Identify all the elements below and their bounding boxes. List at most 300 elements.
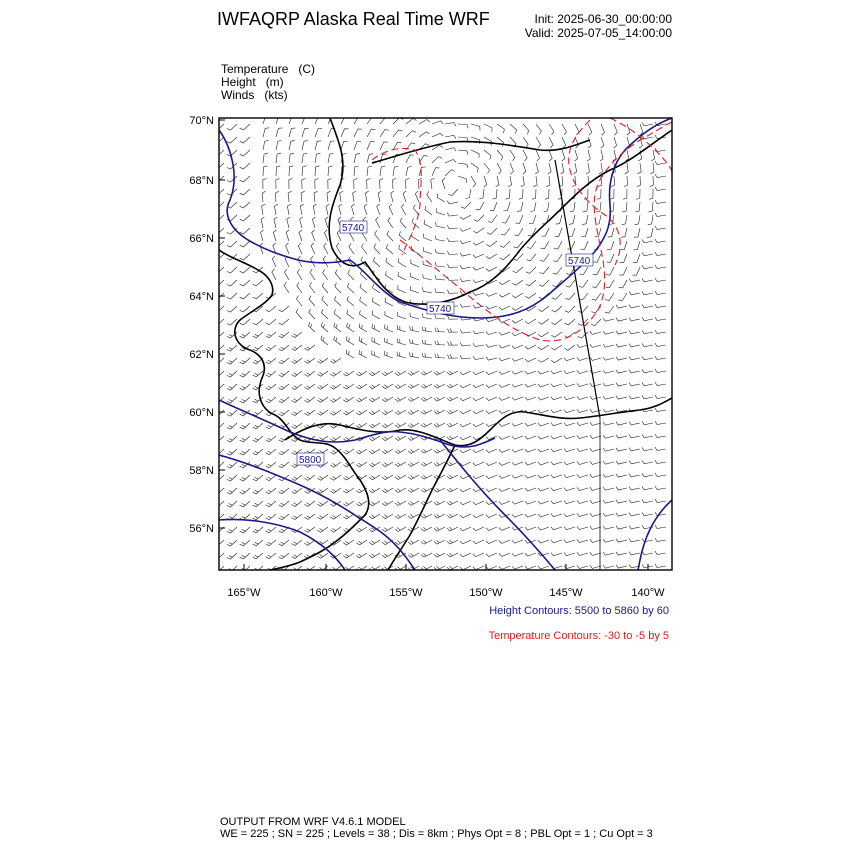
wind-barb [525, 423, 536, 426]
wind-barb [523, 137, 528, 148]
wind-barb [655, 447, 666, 450]
wind-barb [460, 553, 471, 557]
wind-barb [335, 296, 342, 306]
wind-barb [512, 462, 523, 465]
wind-barb [500, 254, 511, 260]
wind-barb [629, 344, 640, 347]
wind-barb [227, 449, 237, 455]
wind-barb [642, 291, 653, 294]
wind-barb [593, 254, 601, 262]
wind-barb [253, 475, 263, 481]
wind-barb [586, 163, 589, 174]
wind-barb [347, 310, 354, 319]
wind-barb [486, 488, 497, 492]
wind-barb [593, 267, 601, 275]
wind-barb [655, 226, 666, 229]
wind-barb [386, 258, 393, 267]
wind-barb [408, 384, 419, 388]
wind-barb [253, 280, 263, 286]
wind-barb [304, 371, 315, 376]
wind-barb [526, 280, 536, 286]
wind-barb [298, 243, 302, 254]
wind-barb [655, 395, 666, 398]
wind-barb [538, 462, 549, 465]
wind-barb [592, 293, 601, 300]
wind-barb [473, 514, 484, 518]
wind-barb [590, 500, 601, 503]
wind-barb [408, 540, 419, 544]
wind-barb [486, 254, 497, 259]
wind-barb [655, 356, 666, 359]
wind-barb [330, 488, 341, 493]
wind-barb [406, 118, 417, 124]
wind-barb [574, 150, 577, 161]
wind-barb [603, 357, 614, 360]
wind-barb [279, 449, 290, 455]
wind-barb [369, 462, 380, 467]
wind-barb [385, 338, 393, 345]
wind-barb [261, 217, 264, 228]
wind-barb [304, 358, 315, 363]
wind-barb [648, 202, 653, 212]
wind-barb [642, 278, 653, 281]
wind-barb [315, 179, 319, 190]
wind-barb [600, 150, 603, 161]
wind-barb [422, 327, 432, 332]
wind-barb [393, 178, 397, 189]
wind-barb [372, 337, 380, 345]
wind-barb [460, 304, 471, 308]
wind-barb [347, 283, 354, 293]
wind-barb [447, 475, 458, 479]
wind-barb [424, 234, 432, 241]
wind-barb [629, 448, 640, 451]
wind-barb [289, 179, 293, 190]
wind-barb [562, 150, 565, 161]
wind-barb [548, 163, 551, 174]
wind-barb [484, 137, 492, 146]
wind-barb [266, 527, 276, 533]
wind-barb [328, 179, 332, 190]
wind-barb [266, 384, 276, 390]
wind-barb [648, 215, 653, 225]
wind-barb [525, 332, 536, 336]
wind-barb [304, 345, 315, 350]
wind-barb [302, 153, 307, 163]
wind-barb [642, 265, 653, 268]
wind-barb [655, 161, 666, 164]
wind-barb [616, 435, 627, 438]
wind-barb [227, 475, 237, 481]
wind-barb [227, 163, 237, 169]
wind-barb [356, 423, 367, 428]
wind-barb [473, 449, 484, 453]
wind-barb [448, 329, 459, 333]
wind-barb [315, 116, 323, 124]
lat-label: 62°N [189, 349, 214, 361]
wind-barb [486, 540, 497, 544]
wind-barb [360, 284, 367, 294]
wind-barb [317, 475, 328, 480]
wind-barb [460, 397, 471, 401]
wind-barb [493, 189, 498, 199]
wind-barb [460, 215, 471, 219]
wind-barb [240, 332, 250, 338]
wind-barb [512, 488, 523, 491]
wind-barb [406, 131, 416, 137]
wind-barb [458, 163, 468, 168]
wind-barb [279, 410, 290, 416]
wind-barb [421, 527, 432, 531]
wind-barb [525, 449, 536, 452]
wind-barb [356, 527, 367, 532]
model-footer [220, 816, 653, 840]
wind-barb [603, 513, 614, 516]
wind-barb [655, 408, 666, 411]
wind-barb [579, 293, 589, 300]
lat-label: 60°N [189, 407, 214, 419]
wind-barb [564, 527, 575, 530]
wind-barb [386, 244, 393, 254]
wind-barb [499, 462, 510, 465]
wind-barb [240, 163, 250, 169]
wind-barb [227, 540, 237, 546]
wind-barb [240, 371, 250, 377]
wind-barb [569, 215, 575, 224]
wind-barb [369, 488, 380, 493]
wind-barb [427, 191, 432, 202]
wind-barb [340, 191, 344, 202]
wind-barb [397, 338, 406, 345]
wind-barb [564, 462, 575, 465]
lat-label: 56°N [189, 523, 214, 535]
wind-barb [564, 540, 575, 543]
wind-barb [551, 332, 562, 337]
wind-barb [512, 423, 523, 426]
wind-barb [655, 460, 666, 463]
wind-barb [447, 264, 458, 268]
wind-barb [240, 280, 250, 286]
wind-barb [551, 488, 562, 491]
wind-barb [496, 176, 499, 187]
wind-barb [562, 137, 566, 148]
wind-barb [302, 128, 309, 137]
wind-barb [642, 447, 653, 450]
wind-barb [408, 449, 419, 453]
wind-barb [620, 241, 627, 250]
wind-barb [510, 124, 517, 134]
wind-barb [499, 358, 510, 361]
wind-barb [603, 448, 614, 451]
wind-barb [309, 309, 315, 319]
wind-barb [606, 280, 615, 288]
wind-barb [567, 241, 575, 249]
wind-barb [302, 179, 306, 190]
wind-barb [315, 153, 320, 163]
wind-barb [616, 357, 627, 360]
wind-barb [301, 191, 305, 202]
wind-barb [330, 384, 341, 389]
wind-barb [266, 540, 276, 546]
wind-barb [616, 513, 627, 516]
wind-barb [300, 204, 303, 215]
wind-barb [565, 306, 575, 312]
wind-barb [539, 280, 549, 286]
wind-barb [564, 410, 575, 413]
wind-barb [276, 166, 280, 176]
wind-barb [623, 189, 627, 199]
wind-barb [314, 191, 318, 202]
wind-barb [240, 397, 250, 403]
wind-barb [471, 124, 480, 130]
wind-barb [460, 488, 471, 492]
wind-barb [517, 202, 523, 211]
wind-barb [448, 189, 458, 196]
wind-barb [486, 449, 497, 453]
wind-barb [551, 475, 562, 478]
wind-barb [408, 436, 419, 440]
wind-barb [499, 319, 510, 323]
wind-barb [502, 215, 510, 223]
wind-barb [486, 241, 497, 247]
wind-barb [579, 280, 588, 287]
lat-label: 64°N [189, 291, 214, 303]
wind-barb [577, 552, 588, 555]
wind-barb [565, 293, 575, 300]
wind-barb [486, 331, 497, 334]
wind-barb [655, 174, 666, 177]
wind-barb [538, 345, 549, 350]
wind-barb [538, 358, 549, 362]
wind-barb [408, 475, 419, 479]
wind-barb [552, 306, 562, 312]
wind-barb [382, 384, 393, 389]
wind-barb [603, 539, 614, 542]
wind-barb [655, 213, 666, 216]
wind-barb [317, 553, 328, 558]
wind-barb [655, 551, 666, 554]
wind-barb [315, 128, 322, 137]
wind-barbs [214, 115, 666, 572]
wind-barb [434, 423, 445, 427]
wind-barb [538, 540, 549, 543]
wind-barb [590, 331, 601, 334]
wind-barb [369, 371, 380, 376]
wind-barb [564, 384, 575, 387]
wind-barb [607, 241, 614, 250]
wind-barb [473, 254, 484, 258]
wind-barb [435, 236, 445, 242]
wind-barb [310, 282, 316, 293]
wind-barb [599, 163, 603, 174]
wind-barb [395, 501, 406, 506]
wind-barb [616, 370, 627, 373]
wind-barb [382, 462, 393, 467]
wind-barb [473, 384, 484, 388]
wind-barb [655, 304, 666, 307]
wind-barb [447, 462, 458, 466]
wind-barb [403, 191, 406, 202]
wind-barb [632, 267, 640, 275]
wind-barb [279, 332, 290, 338]
wind-barb [285, 269, 290, 280]
wind-barb [499, 306, 510, 310]
wind-barb [422, 340, 432, 345]
wind-barb [655, 473, 666, 476]
wind-barb [642, 460, 653, 463]
wind-barb [240, 150, 250, 156]
wind-barb [536, 150, 540, 161]
wind-barb [266, 436, 276, 442]
wind-barb [538, 423, 549, 426]
wind-barb [526, 254, 536, 261]
wind-barb [471, 137, 480, 144]
wind-barb [292, 475, 303, 481]
wind-barb [292, 384, 303, 390]
wind-barb [240, 384, 250, 390]
wind-barb [499, 566, 510, 569]
temperature-contour-west [372, 148, 421, 255]
wind-barb [655, 317, 666, 320]
wind-barb [624, 176, 628, 187]
wind-barb [621, 228, 627, 237]
wind-barb [499, 410, 510, 413]
wind-barb [525, 371, 536, 374]
wind-barb [339, 204, 342, 215]
wind-barb [380, 178, 384, 189]
wind-barb [377, 204, 380, 215]
wind-barb [289, 116, 296, 125]
wind-barb [618, 293, 627, 301]
wind-barb [603, 409, 614, 412]
wind-barb [240, 527, 250, 533]
wind-barb [334, 309, 341, 319]
wind-barb [369, 501, 380, 506]
wind-barb [343, 475, 354, 480]
wind-barb [395, 371, 406, 376]
wind-barb [322, 309, 329, 319]
wind-barb [411, 232, 419, 241]
wind-barb [279, 345, 290, 351]
wind-barb [227, 436, 237, 442]
wind-barb [442, 178, 445, 189]
wind-barb [512, 501, 523, 504]
wind-barb [435, 275, 445, 280]
wind-barb [642, 317, 653, 320]
wind-barb [372, 324, 380, 332]
wind-barb [590, 565, 601, 568]
wind-barb [253, 540, 263, 546]
wind-barb [629, 357, 640, 360]
wind-barb [536, 137, 541, 148]
wind-barb [616, 539, 627, 542]
wind-barb [276, 115, 283, 124]
wind-barb [276, 179, 280, 190]
wind-barb [616, 526, 627, 529]
wind-barb [486, 514, 497, 518]
wind-barb [588, 137, 591, 148]
wind-barb [341, 116, 349, 124]
wind-barb [410, 339, 419, 345]
wind-barb [266, 462, 276, 468]
wind-barb [552, 293, 562, 299]
wind-barb [458, 150, 468, 155]
wind-barb [447, 213, 458, 217]
wind-barb [431, 178, 435, 189]
wind-barb [447, 251, 458, 255]
wind-barb [328, 141, 334, 150]
wind-barb [445, 160, 456, 164]
wind-barb [266, 475, 276, 481]
wind-barb [376, 217, 380, 228]
wind-barb [616, 500, 627, 503]
init-time: Init: 2025-06-30_00:00:00 [534, 12, 672, 26]
wind-barb [373, 257, 380, 267]
wind-barb [564, 488, 575, 491]
wind-barb [421, 410, 432, 414]
wind-barb [655, 564, 666, 567]
wind-barb [629, 539, 640, 542]
wind-barb [460, 371, 471, 375]
wind-barb [616, 331, 627, 334]
wind-barb [603, 318, 614, 321]
wind-barb [575, 137, 578, 148]
wind-barb [499, 488, 510, 491]
wind-barb [551, 384, 562, 387]
wind-barb [564, 423, 575, 426]
wind-barb [292, 423, 303, 429]
wind-barb [369, 553, 380, 558]
wind-barb [447, 238, 458, 242]
wind-barb [508, 176, 511, 187]
wind-barb [516, 215, 524, 223]
wind-barb [499, 332, 510, 335]
wind-barb [605, 293, 614, 301]
wind-barb [447, 423, 458, 427]
wind-barb [378, 191, 381, 202]
wind-barb [253, 345, 263, 351]
wind-barb [391, 191, 394, 202]
wind-barb [253, 566, 263, 572]
wind-barb [538, 436, 549, 439]
wind-barb [372, 297, 380, 306]
wind-barb [629, 526, 640, 529]
wind-barb [317, 527, 328, 532]
wind-barb [551, 501, 562, 504]
wind-barb [603, 396, 614, 399]
wind-barb [421, 475, 432, 479]
wind-barb [486, 293, 497, 296]
wind-barb [395, 436, 406, 441]
wind-barb [577, 396, 588, 399]
wind-barb [253, 553, 263, 559]
wind-barb [354, 166, 359, 176]
wind-barb [473, 292, 484, 295]
wind-barb [512, 514, 523, 517]
wind-barb [499, 527, 510, 530]
wind-barb [356, 462, 367, 467]
wind-barb [473, 267, 484, 270]
wind-barb [279, 462, 290, 468]
wind-barb [447, 488, 458, 492]
wind-barb [435, 328, 445, 332]
wind-barb [448, 354, 459, 358]
wind-barb [471, 150, 479, 158]
wind-barb [356, 449, 367, 454]
wind-barb [564, 345, 575, 350]
wind-barb [655, 369, 666, 372]
wind-barb [525, 397, 536, 400]
